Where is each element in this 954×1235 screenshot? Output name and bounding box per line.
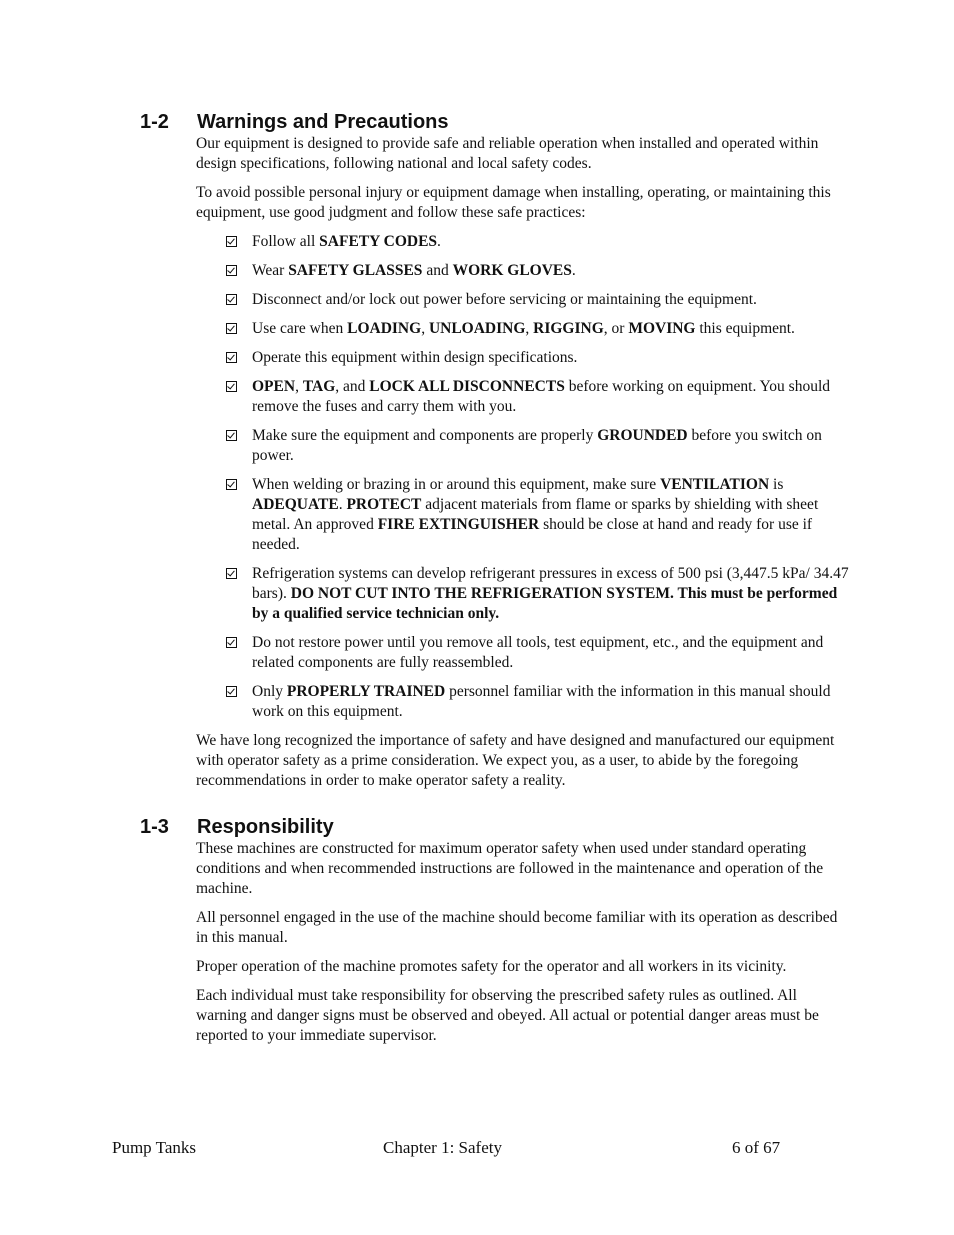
checkbox-checked-icon	[226, 381, 237, 392]
safety-item	[196, 290, 851, 310]
responsibility-section-body	[196, 839, 851, 1055]
checkbox-checked-icon	[226, 637, 237, 648]
checkbox-checked-icon	[226, 352, 237, 363]
section-title: Warnings and Precautions	[197, 111, 449, 133]
safety-item	[196, 426, 851, 466]
section-number: 1-3	[140, 816, 169, 838]
safety-item-text: Operate this equipment within design specifications.	[252, 349, 578, 366]
footer-page-number: 6 of 67	[732, 1138, 781, 1157]
checkbox-checked-icon	[226, 430, 237, 441]
checkbox-checked-icon	[226, 686, 237, 697]
responsibility-paragraph-4: Each individual must take responsibility for observing the prescribed safety rules as outlined. All warning and danger signs must be observed and obeyed. All actual or potential danger areas must be reported to your immediate supervisor.	[196, 987, 819, 1044]
checkbox-checked-icon	[226, 294, 237, 305]
responsibility-paragraph-2: All personnel engaged in the use of the machine should become familiar with its operation as described in this manual.	[196, 909, 838, 946]
safety-item-text: Only PROPERLY TRAINED personnel familiar with the information in this manual should work on this equipment.	[252, 683, 831, 720]
safety-item	[196, 633, 851, 673]
section-title: Responsibility	[197, 816, 334, 838]
safety-item	[196, 232, 851, 252]
safety-item	[196, 682, 851, 722]
safety-item-text: OPEN, TAG, and LOCK ALL DISCONNECTS before working on equipment. You should remove the fuses and carry them with you.	[252, 378, 831, 415]
intro-paragraph-2: To avoid possible personal injury or equipment damage when installing, operating, or maintaining this equipment, use good judgment and follow these safe practices:	[196, 184, 831, 221]
checkbox-checked-icon	[226, 568, 237, 579]
section-heading-responsibility	[140, 815, 334, 839]
safety-item	[196, 319, 851, 339]
safety-practices-list	[196, 232, 851, 722]
footer-document-title: Pump Tanks	[112, 1138, 196, 1157]
safety-item	[196, 261, 851, 281]
safety-item	[196, 564, 851, 624]
safety-item-text: When welding or brazing in or around this equipment, make sure VENTILATION is ADEQUATE. PROTECT adjacent materials from flame or sparks by shielding with sheet metal. An approved FIRE EXTINGUISHER should be close at hand and ready for use if needed.	[252, 476, 819, 553]
safety-item-text: Wear SAFETY GLASSES and WORK GLOVES.	[252, 262, 576, 279]
section-number: 1-2	[140, 111, 169, 133]
checkbox-checked-icon	[226, 265, 237, 276]
safety-item-text: Do not restore power until you remove all tools, test equipment, etc., and the equipment and related components are fully reassembled.	[252, 634, 824, 671]
safety-item-text: Use care when LOADING, UNLOADING, RIGGING, or MOVING this equipment.	[252, 320, 795, 337]
safety-item-text: Follow all SAFETY CODES.	[252, 233, 441, 250]
section-heading-warnings	[140, 110, 449, 134]
responsibility-paragraph-3: Proper operation of the machine promotes safety for the operator and all workers in its vicinity.	[196, 958, 787, 975]
checkbox-checked-icon	[226, 236, 237, 247]
safety-item	[196, 348, 851, 368]
footer-chapter: Chapter 1: Safety	[383, 1138, 502, 1157]
intro-paragraph-1: Our equipment is designed to provide safe and reliable operation when installed and operated within design specifications, following national and local safety codes.	[196, 135, 819, 172]
safety-item-text: Refrigeration systems can develop refrigerant pressures in excess of 500 psi (3,447.5 kPa/ 34.47 bars). DO NOT CUT INTO THE REFRIGERATION SYSTEM. This must be performed by a qualified service technician only.	[252, 565, 849, 622]
safety-item-text: Make sure the equipment and components are properly GROUNDED before you switch on power.	[252, 427, 822, 464]
responsibility-paragraph-1: These machines are constructed for maximum operator safety when used under standard operating conditions and when recommended instructions are followed in the maintenance and operation of the machine.	[196, 840, 824, 897]
closing-paragraph: We have long recognized the importance of safety and have designed and manufactured our equipment with operator safety as a prime consideration. We expect you, as a user, to abide by the foregoing recommendations in order to make operator safety a reality.	[196, 732, 835, 789]
safety-item	[196, 475, 851, 555]
safety-item	[196, 377, 851, 417]
warnings-section-body	[196, 134, 851, 800]
checkbox-checked-icon	[226, 479, 237, 490]
checkbox-checked-icon	[226, 323, 237, 334]
safety-item-text: Disconnect and/or lock out power before servicing or maintaining the equipment.	[252, 291, 757, 308]
